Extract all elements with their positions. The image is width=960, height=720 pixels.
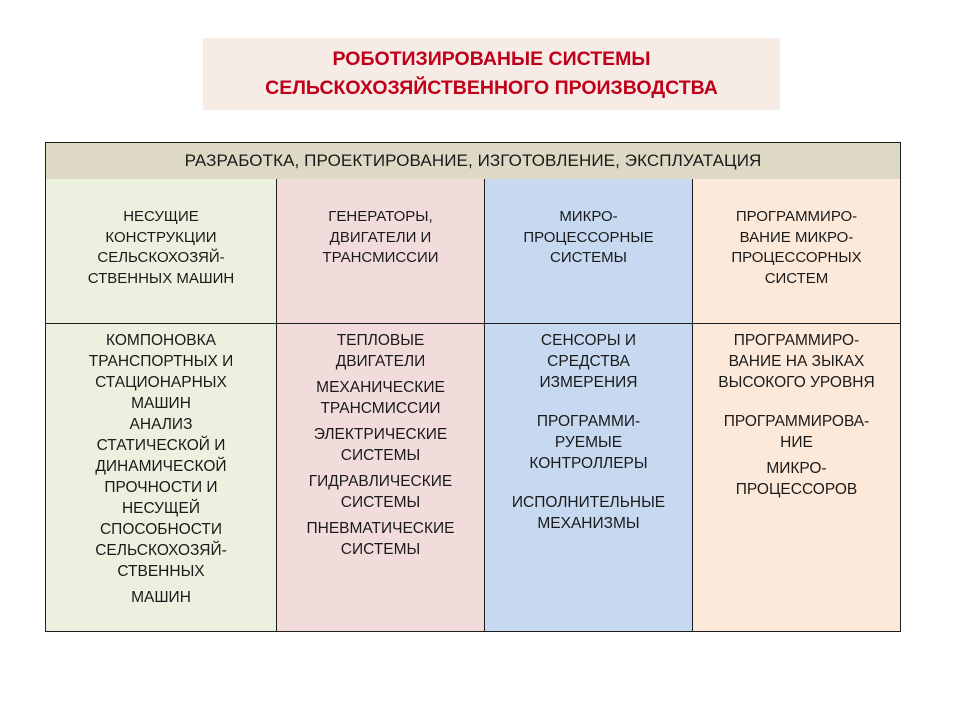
cell-line: МИКРО-: [559, 208, 618, 225]
cell-line: ПРОЧНОСТИ И: [104, 479, 218, 496]
cell-line: ТРАНСМИССИИ: [322, 249, 439, 266]
top-cell: [485, 207, 692, 269]
bottom-cell: [46, 330, 276, 608]
cell-line: ИЗМЕРЕНИЯ: [539, 374, 638, 391]
cell-line: ТРАНСПОРТНЫХ И: [88, 353, 234, 370]
cell-line: ДВИГАТЕЛИ: [335, 353, 426, 370]
table-header: РАЗРАБОТКА, ПРОЕКТИРОВАНИЕ, ИЗГОТОВЛЕНИЕ, ЭКСПЛУАТАЦИЯ: [46, 143, 900, 180]
cell-line: ЭЛЕКТРИЧЕСКИЕ: [313, 426, 448, 443]
cell-line: ПНЕВМАТИЧЕСКИЕ: [306, 520, 455, 537]
title-line-1: РОБОТИЗИРОВАНЫЕ СИСТЕМЫ: [332, 48, 651, 70]
cell-line: ГЕНЕРАТОРЫ,: [328, 208, 433, 225]
cell-line: ДВИГАТЕЛИ И: [329, 228, 432, 246]
cell-line: СИСТЕМЫ: [340, 541, 421, 558]
cell-line: КОМПОНОВКА: [106, 332, 216, 349]
cell-line: ПРОГРАММИРО-: [735, 208, 858, 225]
cell-line: СИСТЕМЫ: [340, 447, 421, 464]
cell-line: ПРОГРАММИРО-: [733, 332, 860, 349]
cell-line: СИСТЕМЫ: [550, 249, 627, 266]
cell-line: ПРОЦЕССОРНЫЕ: [523, 228, 654, 246]
cell-line: НЕСУЩИЕ: [123, 208, 199, 225]
cell-line: ПРОЦЕССОРНЫХ: [731, 249, 862, 266]
column-generators-engines: [277, 179, 485, 631]
cell-line: МАШИН: [131, 589, 191, 606]
cell-line: ТЕПЛОВЫЕ: [336, 332, 425, 349]
cell-line: НИЕ: [780, 434, 813, 451]
cell-line: СЕЛЬСКОХОЗЯЙ-: [95, 542, 227, 559]
cell-line: РУЕМЫЕ: [554, 434, 623, 451]
cell-line: МЕХАНИЗМЫ: [537, 515, 640, 532]
cell-line: СИСТЕМ: [764, 269, 829, 287]
cell-line: МИКРО-: [766, 460, 827, 477]
systems-table: [45, 142, 901, 632]
cell-line: АНАЛИЗ: [129, 416, 193, 433]
cell-line: СРЕДСТВА: [547, 353, 630, 370]
cell-line: СПОСОБНОСТИ: [99, 521, 222, 538]
bottom-cell: [277, 330, 484, 560]
cell-line: СТАТИЧЕСКОЙ И: [96, 437, 226, 454]
cell-line: ГИДРАВЛИЧЕСКИЕ: [308, 473, 453, 490]
cell-line: МАШИН: [131, 395, 191, 412]
cell-line: ПРОЦЕССОРОВ: [735, 481, 858, 498]
slide-title: [203, 38, 780, 110]
cell-line: ВЫСОКОГО УРОВНЯ: [718, 374, 875, 391]
bottom-cell: [485, 330, 692, 534]
column-microprocessor-systems: [485, 179, 693, 631]
column-load-bearing-structures: [46, 179, 277, 631]
cell-line: СИСТЕМЫ: [340, 494, 421, 511]
top-cell: [277, 207, 484, 269]
title-line-2: СЕЛЬСКОХОЗЯЙСТВЕННОГО ПРОИЗВОДСТВА: [265, 77, 718, 99]
cell-line: СТВЕННЫХ МАШИН: [87, 269, 235, 287]
cell-line: СЕЛЬСКОХОЗЯЙ-: [97, 249, 225, 266]
cell-line: КОНТРОЛЛЕРЫ: [529, 455, 648, 472]
cell-line: ПРОГРАММИРОВА-: [723, 413, 870, 430]
column-microprocessor-programming: [693, 179, 900, 631]
cell-line: МЕХАНИЧЕСКИЕ: [316, 379, 445, 396]
cell-line: СТВЕННЫХ: [117, 563, 205, 580]
cell-line: СТАЦИОНАРНЫХ: [95, 374, 227, 391]
cell-line: ВАНИЕ МИКРО-: [739, 228, 854, 246]
top-cell: [46, 207, 276, 289]
bottom-cell: [693, 330, 900, 500]
row-divider: [46, 323, 900, 324]
cell-line: ВАНИЕ НА ЗЫКАХ: [728, 353, 865, 370]
cell-line: СЕНСОРЫ И: [540, 332, 637, 349]
cell-line: ТРАНСМИССИИ: [320, 400, 441, 417]
top-cell: [693, 207, 900, 289]
cell-line: ДИНАМИЧЕСКОЙ: [95, 458, 227, 475]
cell-line: НЕСУЩЕЙ: [121, 500, 201, 517]
cell-line: КОНСТРУКЦИИ: [105, 228, 217, 246]
cell-line: ПРОГРАММИ-: [536, 413, 641, 430]
cell-line: ИСПОЛНИТЕЛЬНЫЕ: [511, 494, 666, 511]
